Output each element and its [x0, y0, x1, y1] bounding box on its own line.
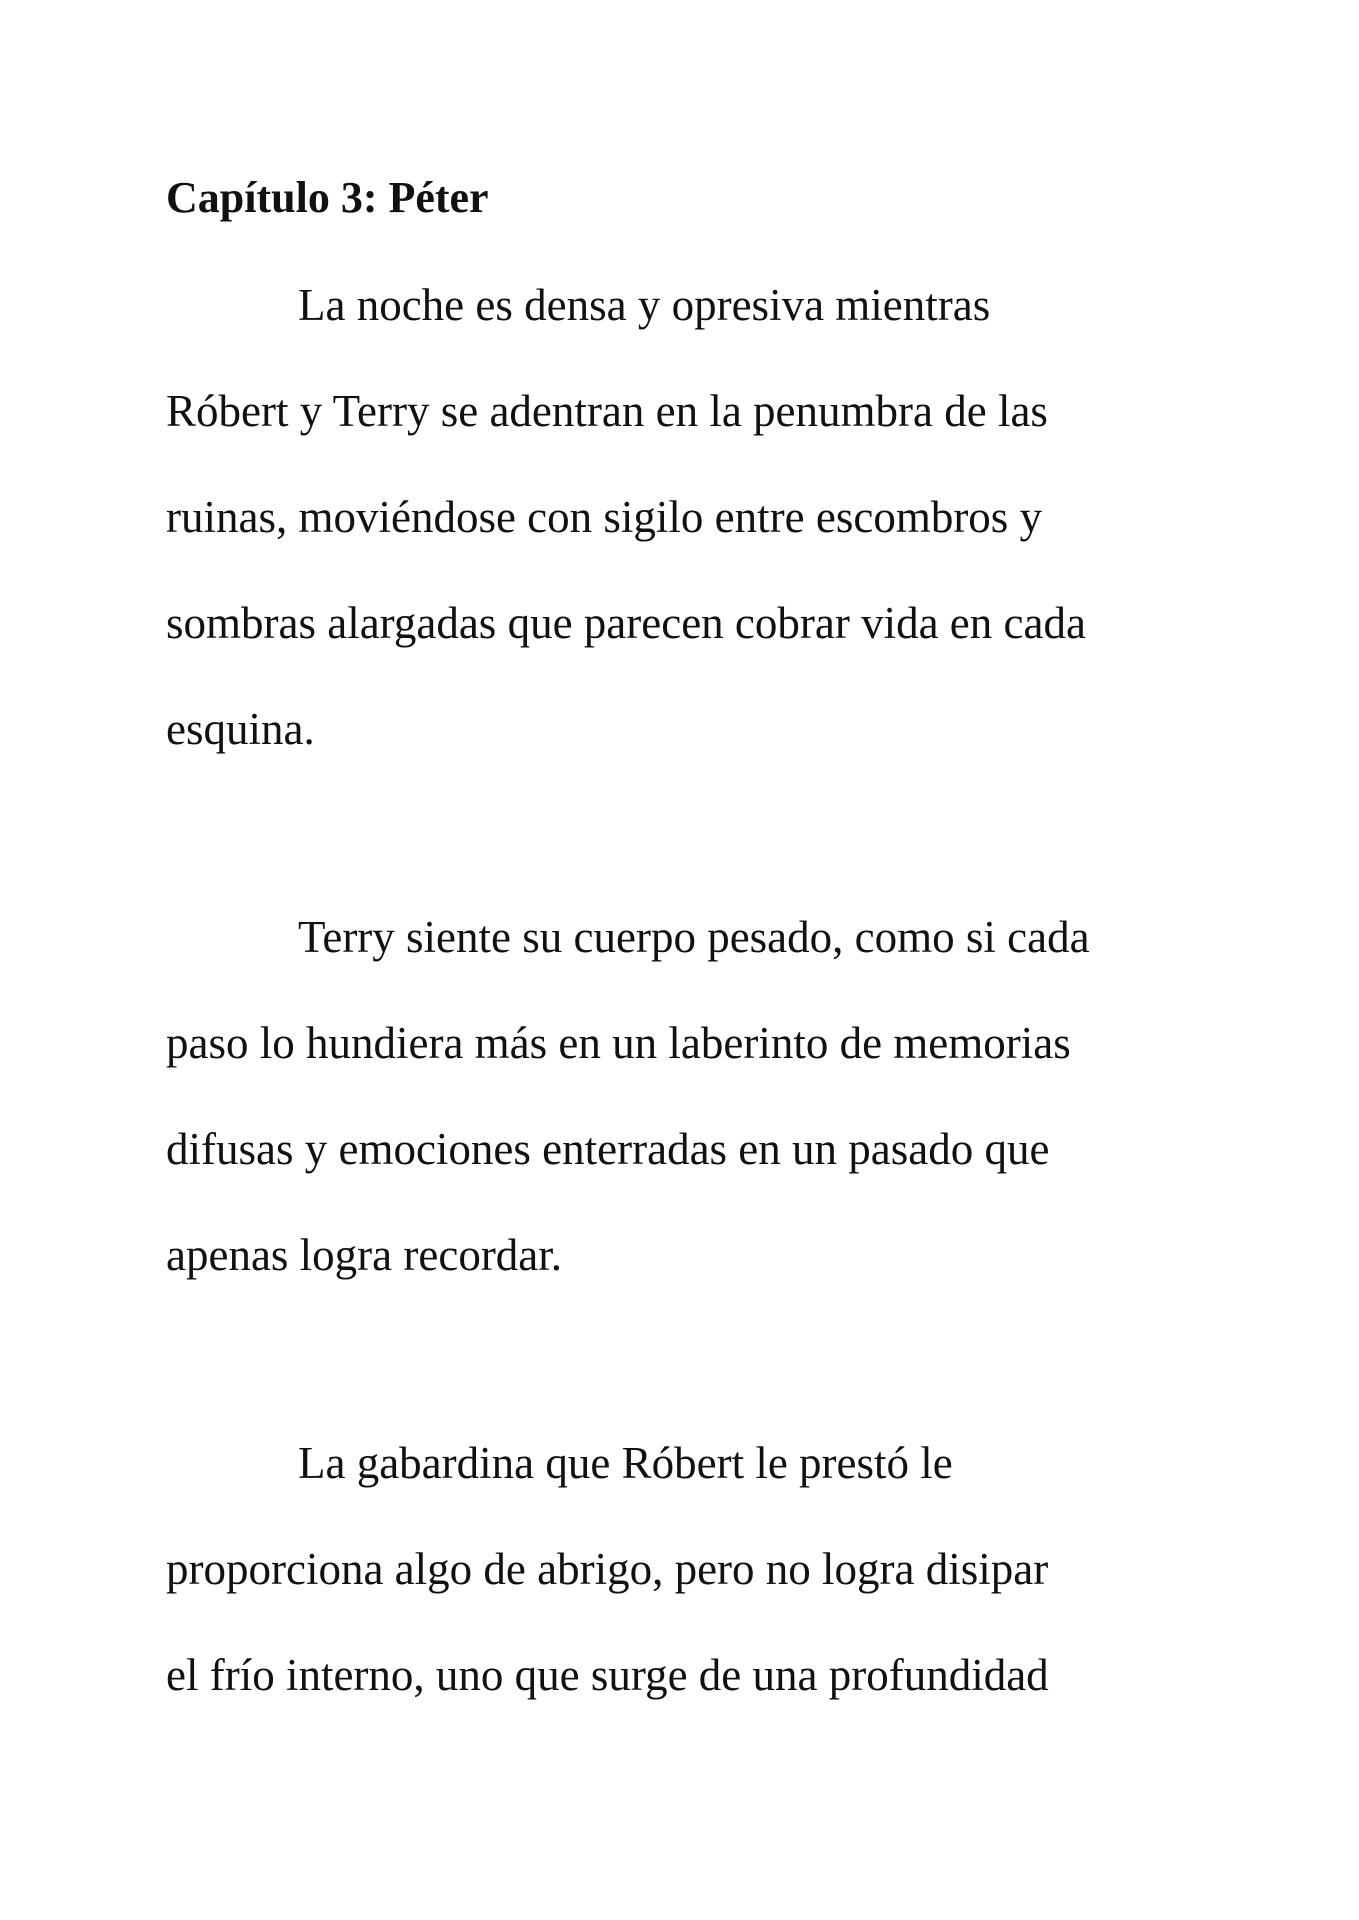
text-line: paso lo hundiera más en un laberinto de memorias: [166, 1018, 1071, 1068]
text-line: ruinas, moviéndose con sigilo entre escombros y: [166, 492, 1043, 542]
text-line: el frío interno, uno que surge de una profundidad: [166, 1650, 1049, 1700]
text-line: sombras alargadas que parecen cobrar vida en cada: [166, 598, 1086, 648]
paragraph-1: [166, 252, 1206, 782]
chapter-title: Capítulo 3: Péter: [166, 173, 489, 222]
text-line: difusas y emociones enterradas en un pasado que: [166, 1124, 1050, 1174]
text-line: esquina.: [166, 704, 315, 754]
paragraph-3: [166, 1410, 1206, 1728]
text-line: La noche es densa y opresiva mientras: [298, 280, 991, 330]
text-line: apenas logra recordar.: [166, 1230, 563, 1280]
text-line: Róbert y Terry se adentran en la penumbra de las: [166, 386, 1048, 436]
text-line: Terry siente su cuerpo pesado, como si cada: [298, 912, 1090, 962]
text-line: La gabardina que Róbert le prestó le: [298, 1438, 953, 1488]
paragraph-2: [166, 884, 1206, 1308]
text-line: proporciona algo de abrigo, pero no logra disipar: [166, 1544, 1049, 1594]
